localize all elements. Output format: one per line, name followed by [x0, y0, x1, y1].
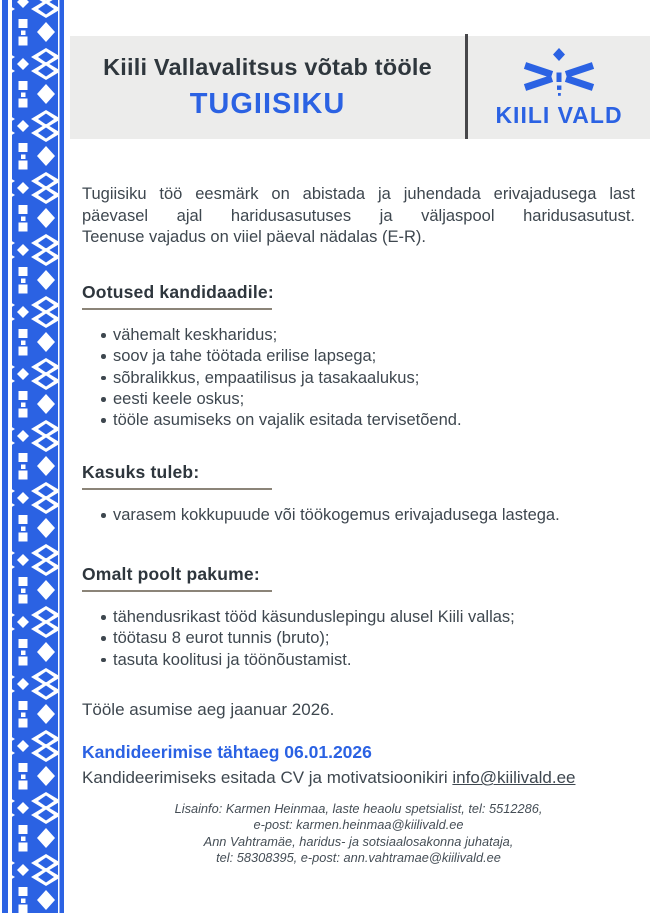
list-item: tasuta koolitusi ja töönõustamist.	[82, 650, 635, 671]
application-instructions	[82, 768, 575, 788]
section-underline	[82, 488, 272, 490]
application-deadline: Kandideerimise tähtaeg 06.01.2026	[82, 742, 372, 762]
footer-line: Lisainfo: Karmen Heinmaa, laste heaolu spetsialist, tel: 5512286,	[174, 801, 543, 816]
dragonfly-icon	[519, 47, 599, 99]
list-item: tööle asumiseks on vajalik esitada tervisetõend.	[82, 410, 635, 431]
employer-title: Kiili Vallavalitsus võtab tööle	[103, 54, 432, 80]
section-underline	[82, 590, 272, 592]
estonian-folk-pattern-border-icon	[0, 0, 65, 913]
section-heading: Kasuks tuleb:	[82, 462, 200, 482]
advantages-list	[82, 505, 635, 526]
intro-line: päevasel ajal haridusasutuses ja väljaspool haridusasutust.	[82, 206, 635, 225]
contact-info-footer	[82, 801, 635, 866]
list-item: töötasu 8 eurot tunnis (bruto);	[82, 628, 635, 649]
municipality-logo	[468, 36, 650, 139]
list-item: soov ja tahe töötada erilise lapsega;	[82, 346, 635, 367]
application-instructions-text: Kandideerimiseks esitada CV ja motivatsioonikiri	[82, 768, 453, 787]
contact-email-link[interactable]: info@kiilivald.ee	[452, 768, 576, 787]
section-heading: Ootused kandidaadile:	[82, 282, 274, 302]
header-title-box	[70, 36, 465, 139]
footer-line: Ann Vahtramäe, haridus- ja sotsiaalosakonna juhataja,	[203, 833, 514, 849]
list-item: vähemalt keskharidus;	[82, 325, 635, 346]
offer-list	[82, 607, 635, 671]
list-item: eesti keele oskus;	[82, 389, 635, 410]
section-heading: Omalt poolt pakume:	[82, 564, 260, 584]
list-item: sõbralikkus, empaatilisus ja tasakaalukus;	[82, 368, 635, 389]
list-item: varasem kokkupuude või töökogemus erivajadusega lastega.	[82, 505, 635, 526]
footer-line: tel: 58308395, e-post: ann.vahtramae@kiilivald.ee	[216, 849, 501, 865]
job-position-title: TUGIISIKU	[189, 88, 346, 120]
intro-line: Tugiisiku töö eesmärk on abistada ja juhendada erivajadusega last	[82, 185, 635, 203]
section-offer	[82, 563, 635, 671]
section-advantages	[82, 461, 635, 526]
intro-line: Teenuse vajadus on viiel päeval nädalas (E-R).	[82, 228, 426, 246]
list-item: tähendusrikast tööd käsunduslepingu alusel Kiili vallas;	[82, 607, 635, 628]
intro-paragraph	[82, 184, 635, 249]
expectations-list	[82, 325, 635, 431]
section-underline	[82, 308, 272, 310]
footer-line: e-post: karmen.heinmaa@kiilivald.ee	[253, 817, 464, 833]
section-expectations	[82, 281, 635, 431]
logo-wordmark: KIILI VALD	[495, 101, 623, 128]
start-date-line: Tööle asumise aeg jaanuar 2026.	[82, 700, 335, 719]
